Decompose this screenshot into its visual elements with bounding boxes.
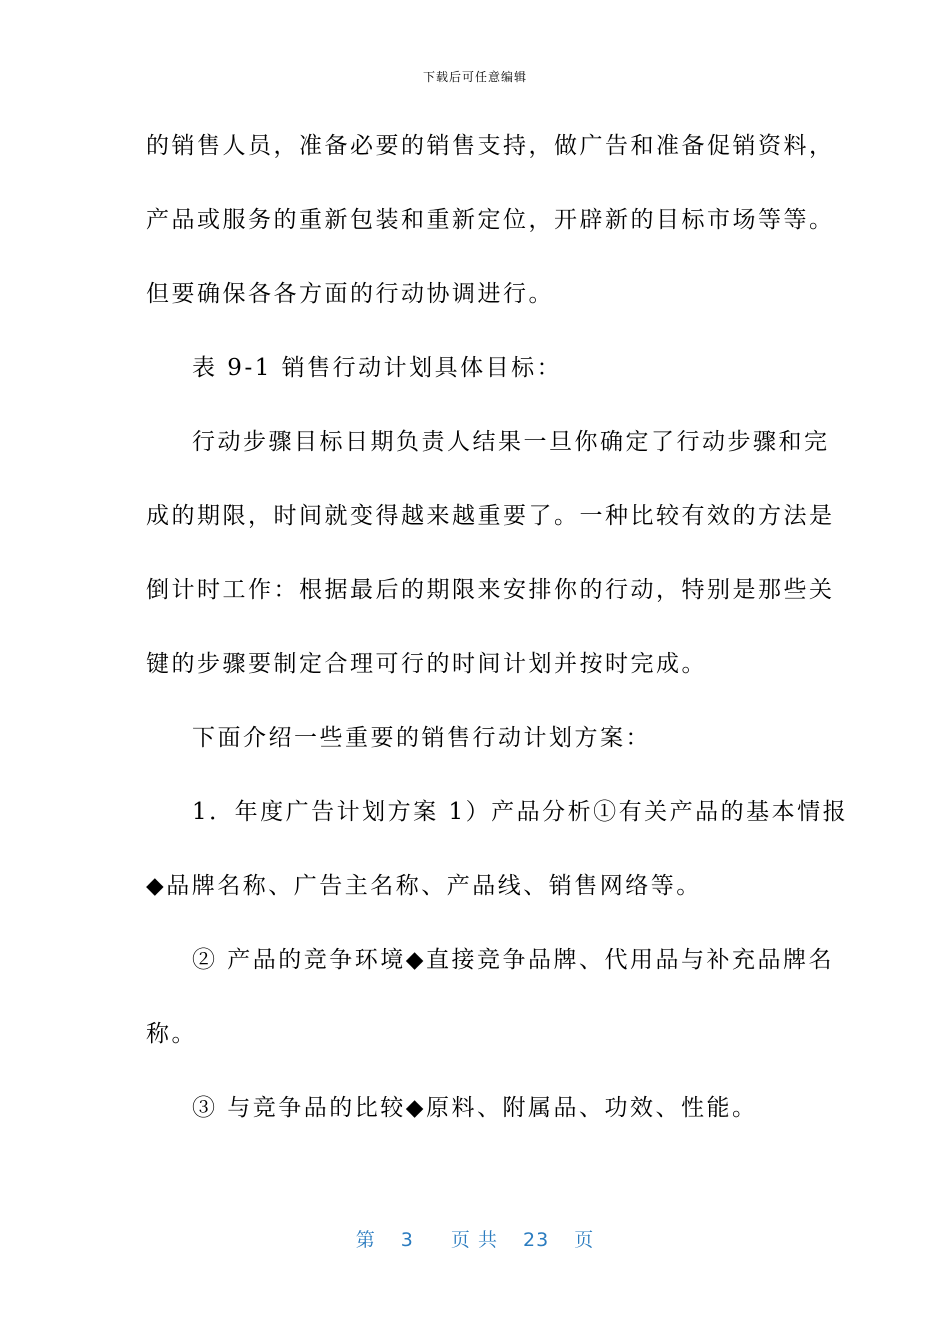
current-page-number: 3 <box>400 1229 414 1251</box>
line-gap <box>146 905 806 942</box>
footer-suffix: 页 <box>574 1229 595 1251</box>
footer-prefix: 第 <box>355 1229 376 1251</box>
line-gap <box>146 535 806 572</box>
line-gap <box>146 609 806 646</box>
paragraph-line: 的销售人员，准备必要的销售支持，做广告和准备促销资料， <box>146 133 835 159</box>
line-gap <box>146 461 806 498</box>
body-text <box>146 128 849 1127</box>
line-gap <box>146 831 806 868</box>
footer-middle: 页 共 <box>450 1229 498 1251</box>
paragraph-line: ② 产品的竞争环境◆直接竞争品牌、代用品与补充品牌名 <box>192 947 834 973</box>
line-gap <box>146 757 806 794</box>
line-gap <box>146 313 806 350</box>
paragraph-line: 1．年度广告计划方案 1）产品分析①有关产品的基本情报 <box>192 799 849 825</box>
line-gap <box>146 239 806 276</box>
paragraph-line: 但要确保各各方面的行动协调进行。 <box>146 281 554 307</box>
paragraph-line: 键的步骤要制定合理可行的时间计划并按时完成。 <box>146 651 707 677</box>
line-gap <box>146 165 806 202</box>
line-gap <box>146 1053 806 1090</box>
total-page-number: 23 <box>523 1229 550 1251</box>
table-caption: 表 9-1 销售行动计划具体目标： <box>192 355 563 381</box>
paragraph-line: 行动步骤目标日期负责人结果一旦你确定了行动步骤和完 <box>192 429 830 455</box>
paragraph-line: 称。 <box>146 1021 197 1047</box>
line-gap <box>146 387 806 424</box>
paragraph-line: 产品或服务的重新包装和重新定位，开辟新的目标市场等等。 <box>146 207 835 233</box>
paragraph-line: 成的期限，时间就变得越来越重要了。一种比较有效的方法是 <box>146 503 835 529</box>
line-gap <box>146 683 806 720</box>
paragraph-line: 下面介绍一些重要的销售行动计划方案： <box>192 725 651 751</box>
header-note: 下载后可任意编辑 <box>422 70 527 84</box>
paragraph-line: ◆品牌名称、广告主名称、产品线、销售网络等。 <box>146 873 702 899</box>
line-gap <box>146 979 806 1016</box>
paragraph-line: 倒计时工作：根据最后的期限来安排你的行动，特别是那些关 <box>146 577 835 603</box>
page-footer <box>0 1225 950 1252</box>
paragraph-line: ③ 与竞争品的比较◆原料、附属品、功效、性能。 <box>192 1095 758 1121</box>
